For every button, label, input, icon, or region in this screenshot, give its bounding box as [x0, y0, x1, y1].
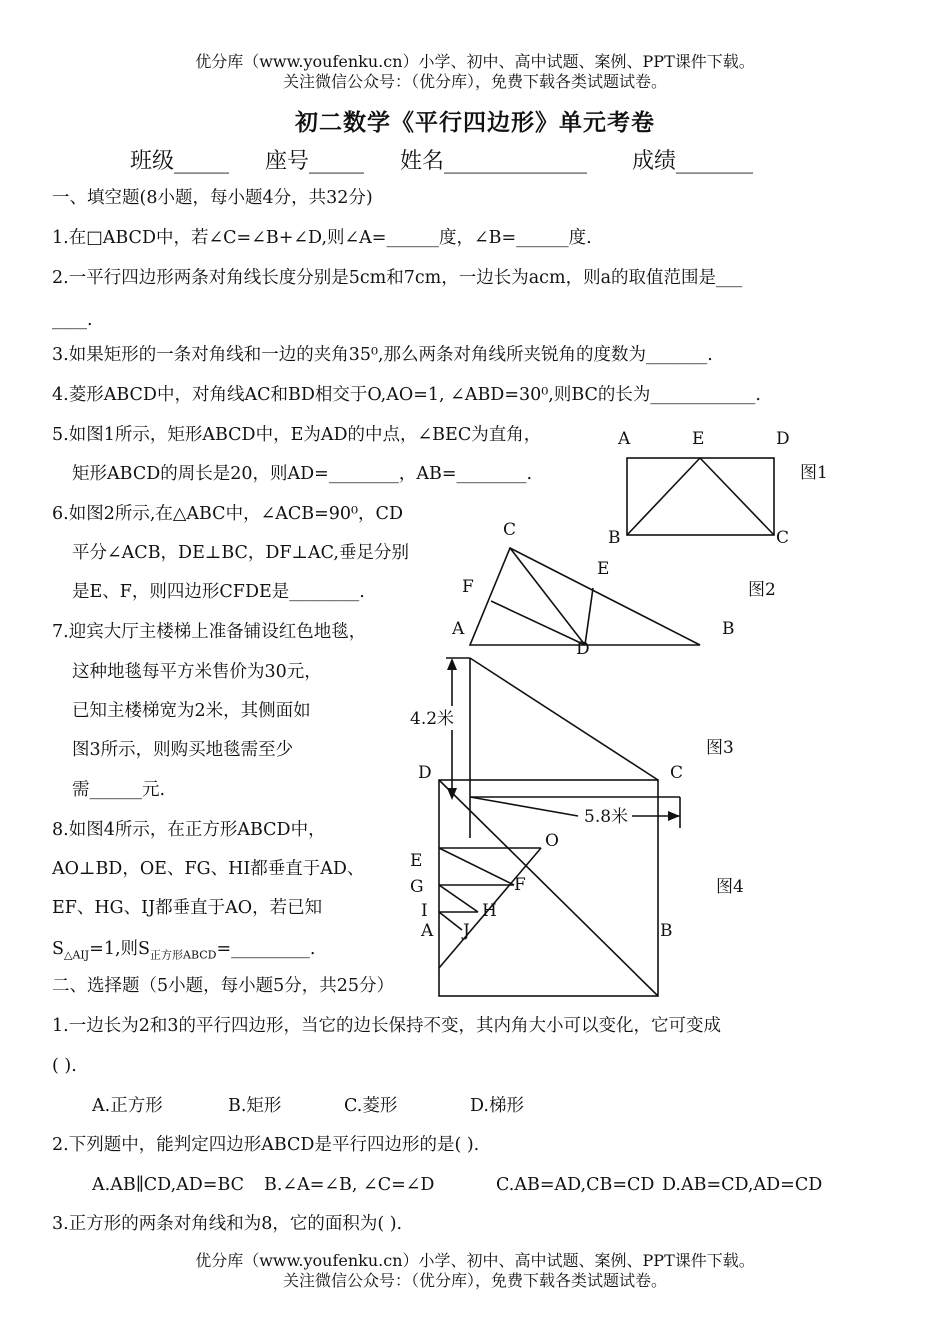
footer-line-1: 优分库（www.youfenku.cn）小学、初中、高中试题、案例、PPT课件下载。 — [195, 1251, 755, 1270]
fig2-caption: 图2 — [748, 580, 776, 600]
fig3-width-arrow-left — [470, 797, 578, 816]
fig4-label-h: H — [482, 901, 497, 921]
s2-q1-option-c: C.菱形 — [344, 1096, 398, 1116]
s1-q6-line3: 是E、F，则四边形CFDE是________. — [72, 582, 365, 602]
section1-heading: 一、填空题(8小题，每小题4分，共32分) — [52, 188, 373, 208]
s1-q8-post: =_________. — [216, 939, 316, 959]
fig1-label-a: A — [618, 429, 631, 449]
s1-q7-line5: 需______元. — [72, 780, 166, 800]
s1-q5-line2: 矩形ABCD的周长是20，则AD=________，AB=________. — [72, 464, 533, 484]
s1-q8-line1: 8.如图4所示，在正方形ABCD中， — [52, 820, 326, 840]
fig2-label-b: B — [722, 619, 735, 639]
name-field: 姓名_____________ — [400, 149, 588, 174]
fig4-line-gh — [439, 885, 478, 912]
s1-q2-line2: ____. — [52, 310, 93, 330]
s2-q2-option-c: C.AB=AD,CB=CD — [496, 1175, 655, 1195]
fig3-label-c: C — [670, 763, 684, 783]
fig3-slope — [470, 658, 658, 780]
page-title: 初二数学《平行四边形》单元考卷 — [295, 110, 655, 136]
score-field: 成绩_______ — [632, 149, 754, 174]
s2-q3: 3.正方形的两条对角线和为8，它的面积为( ). — [52, 1214, 403, 1234]
fig3-label-d: D — [418, 763, 432, 783]
s2-q1-line2: ( ). — [52, 1056, 77, 1076]
header-line-2: 关注微信公众号：（优分库），免费下载各类试题试卷。 — [282, 72, 667, 91]
fig2-label-f: F — [462, 577, 474, 597]
s1-q5-line1: 5.如图1所示，矩形ABCD中，E为AD的中点，∠BEC为直角， — [52, 425, 542, 445]
fig3-width-label: 5.8米 — [584, 807, 629, 827]
fig1-label-d: D — [776, 429, 790, 449]
s1-q7-line2: 这种地毯每平方米售价为30元， — [72, 662, 322, 682]
fig4-label-a: A — [421, 921, 434, 941]
s1-q8-line3: EF、HG、IJ都垂直于AO，若已知 — [52, 898, 323, 918]
fig2-line-de — [585, 588, 593, 645]
fig1-rectangle — [627, 458, 774, 535]
s1-q7-line4: 图3所示，则购买地毯需至少 — [72, 740, 294, 760]
s2-q1-line1: 1.一边长为2和3的平行四边形，当它的边长保持不变，其内角大小可以变化，它可变成 — [52, 1016, 721, 1036]
s2-q2: 2.下列题中，能判定四边形ABCD是平行四边形的是( ). — [52, 1135, 480, 1155]
fig4-line-ef — [439, 848, 514, 885]
fig4-caption: 图4 — [716, 877, 744, 897]
figure-2 — [470, 548, 700, 645]
s1-q8-mid: =1,则S — [89, 939, 151, 959]
fig4-label-i: I — [421, 901, 428, 921]
fig2-line-cd — [510, 548, 585, 645]
footer-line-2: 关注微信公众号：（优分库），免费下载各类试题试卷。 — [282, 1271, 667, 1290]
s1-q4: 4.菱形ABCD中，对角线AC和BD相交于O,AO=1, ∠ABD=30⁰,则BC的长为____________. — [52, 385, 761, 405]
figure-3 — [446, 658, 680, 838]
fig4-line-ij — [439, 912, 462, 930]
s1-q3: 3.如果矩形的一条对角线和一边的夹角35⁰,那么两条对角线所夹锐角的度数为_______. — [52, 345, 713, 365]
s1-q7-line1: 7.迎宾大厅主楼梯上准备铺设红色地毯， — [52, 622, 367, 642]
fig4-label-b: B — [660, 921, 673, 941]
s1-q7-line3: 已知主楼梯宽为2米，其侧面如 — [72, 701, 311, 721]
s2-q1-option-d: D.梯形 — [470, 1096, 524, 1116]
fig1-line-be — [627, 458, 700, 535]
s1-q1: 1.在□ABCD中，若∠C=∠B+∠D,则∠A=______度，∠B=______度. — [52, 228, 592, 248]
s2-q2-option-b: B.∠A=∠B, ∠C=∠D — [264, 1175, 435, 1195]
s1-q8-sub-square: 正方形ABCD — [150, 948, 217, 962]
fig4-label-f: F — [514, 875, 526, 895]
seat-field: 座号_____ — [265, 149, 365, 174]
fig3-arrow-head-up — [447, 658, 457, 670]
s2-q2-option-d: D.AB=CD,AD=CD — [662, 1175, 823, 1195]
s2-q1-option-a: A.正方形 — [92, 1096, 163, 1116]
figure-1 — [627, 458, 774, 535]
s1-q8-sub-aij: △AIJ — [64, 948, 90, 962]
fig1-label-b: B — [608, 528, 621, 548]
s1-q6-line1: 6.如图2所示,在△ABC中，∠ACB=90⁰，CD — [52, 504, 403, 524]
s1-q8-s: S — [52, 939, 64, 959]
fig2-label-a: A — [452, 619, 465, 639]
header-line-1: 优分库（www.youfenku.cn）小学、初中、高中试题、案例、PPT课件下载。 — [195, 52, 755, 71]
fig3-height-label: 4.2米 — [410, 709, 455, 729]
s1-q8-line2: AO⊥BD，OE、FG、HI都垂直于AD、 — [52, 859, 365, 879]
fig4-label-e: E — [410, 851, 423, 871]
fig1-label-c: C — [776, 528, 790, 548]
fig2-label-d: D — [576, 639, 590, 659]
s1-q2-line1: 2.一平行四边形两条对角线长度分别是5cm和7cm，一边长为acm，则a的取值范围是___ — [52, 268, 743, 288]
class-field: 班级_____ — [130, 149, 230, 174]
fig1-line-ce — [700, 458, 774, 535]
fig2-label-e: E — [597, 559, 610, 579]
s1-q6-line2: 平分∠ACB，DE⊥BC，DF⊥AC,垂足分别 — [72, 543, 409, 563]
fig4-label-j: J — [463, 921, 470, 941]
fig3-caption: 图3 — [706, 738, 734, 758]
fig1-label-e: E — [692, 429, 705, 449]
section2-heading: 二、选择题（5小题，每小题5分，共25分） — [52, 976, 395, 996]
fig2-triangle-abc — [470, 548, 700, 645]
fig3-arrow-head-right — [668, 811, 680, 821]
fig4-label-o: O — [545, 831, 559, 851]
s2-q1-option-b: B.矩形 — [228, 1096, 282, 1116]
fig4-label-g: G — [410, 877, 424, 897]
fig2-line-df — [491, 601, 585, 645]
s2-q2-option-a: A.AB∥CD,AD=BC — [92, 1175, 245, 1195]
fig1-caption: 图1 — [800, 463, 828, 483]
fig2-label-c: C — [503, 520, 517, 540]
